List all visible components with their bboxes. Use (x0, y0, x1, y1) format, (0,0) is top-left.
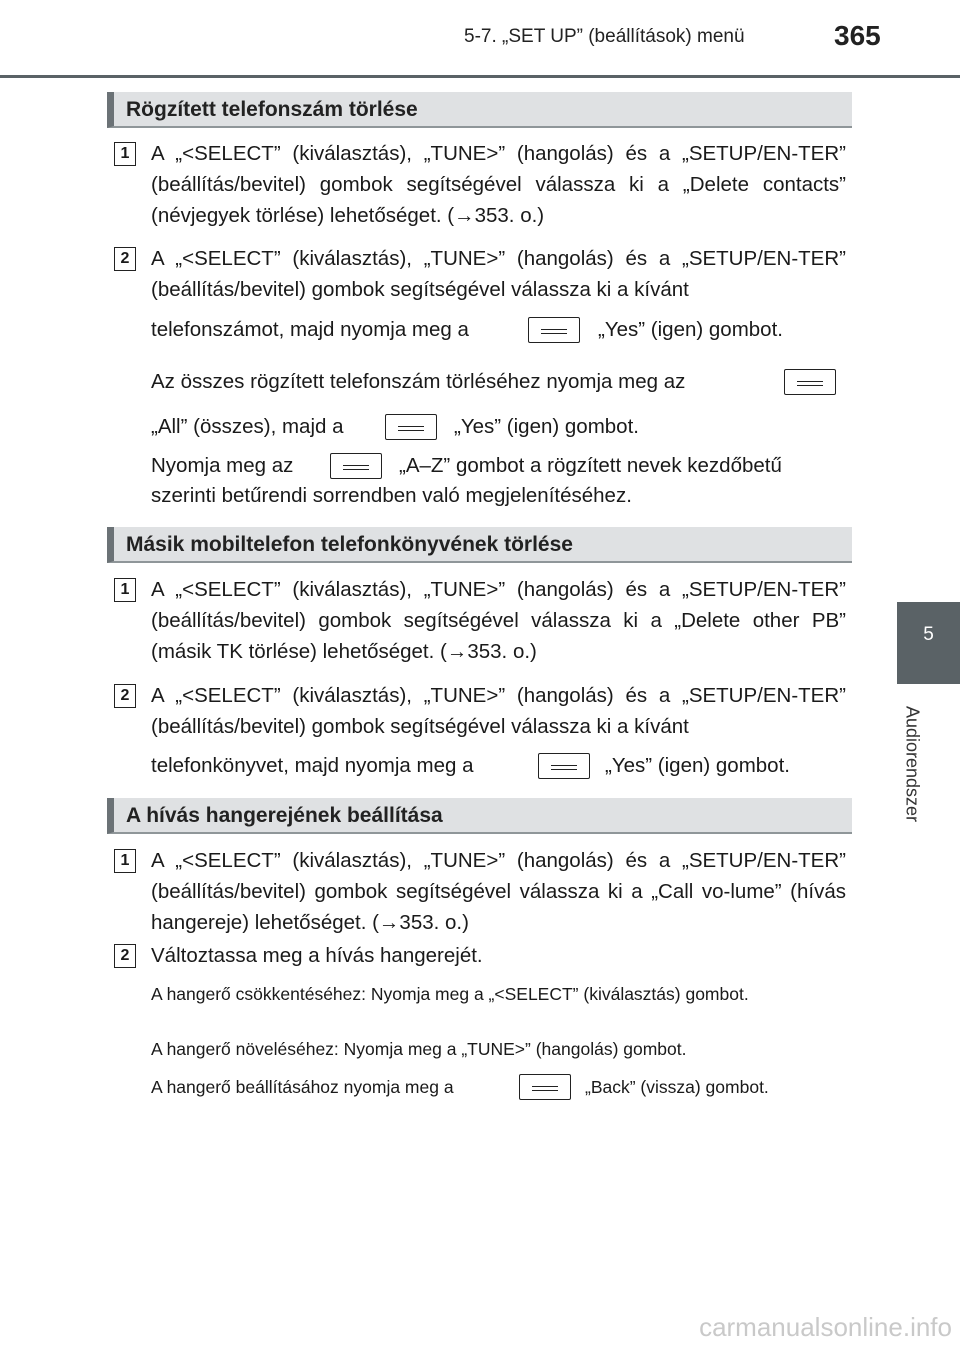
section-heading (107, 92, 852, 128)
step-number: 1 (114, 849, 136, 873)
section-heading (107, 527, 852, 563)
note-text: Nyomja meg az (151, 454, 294, 477)
note-text: „Yes” (igen) gombot. (454, 415, 639, 438)
step-text: A „<SELECT” (kiválasztás), „TUNE>” (hangolás) és a „SETUP/EN-TER” (beállítás/bevitel) gombok segítségével válassza ki a „Call vo-lume” (hívás hangereje) lehetőséget. (→353. o.) (151, 849, 846, 934)
step-number: 1 (114, 578, 136, 602)
note-text: A hangerő csökkentéséhez: Nyomja meg a „<SELECT” (kiválasztás) gombot. (151, 984, 749, 1004)
step-text-line: „Yes” (igen) gombot. (598, 318, 783, 341)
chapter-number: 5 (923, 624, 934, 645)
yes-softkey-icon (528, 317, 580, 343)
step-text: A „<SELECT” (kiválasztás), „TUNE>” (hangolás) és a „SETUP/EN-TER” (beállítás/bevitel) gombok segítségével válassza ki a kívánt (151, 247, 846, 301)
note-text: A hangerő beállításához nyomja meg a (151, 1077, 454, 1097)
note-text: „Back” (vissza) gombot. (585, 1077, 769, 1097)
step-text-line: telefonszámot, majd nyomja meg a (151, 318, 469, 341)
step-number: 1 (114, 142, 136, 166)
note-text: „All” (összes), majd a (151, 415, 344, 438)
chapter-label (898, 694, 926, 834)
yes-softkey-icon (385, 414, 437, 440)
chapter-label-text: Audiorendszer (902, 705, 923, 823)
section-title: Másik mobiltelefon telefonkönyvének törlése (126, 533, 573, 556)
note-text: „A–Z” gombot a rögzített nevek kezdőbetű (399, 454, 782, 477)
step-number: 2 (114, 684, 136, 708)
header-title: 5-7. „SET UP” (beállítások) menü (464, 26, 745, 47)
note-text: szerinti betűrendi sorrendben való megjelenítéséhez. (151, 484, 632, 507)
step-text-line: „Yes” (igen) gombot. (605, 754, 790, 777)
step-text: Változtassa meg a hívás hangerejét. (151, 944, 483, 967)
header-divider (0, 75, 960, 78)
step-text: A „<SELECT” (kiválasztás), „TUNE>” (hangolás) és a „SETUP/EN-TER” (beállítás/bevitel) gombok segítségével válassza ki a kívánt (151, 684, 846, 738)
page-header (0, 0, 960, 80)
page-number: 365 (834, 20, 881, 51)
all-softkey-icon (784, 369, 836, 395)
back-softkey-icon (519, 1074, 571, 1100)
step-text-line: telefonkönyvet, majd nyomja meg a (151, 754, 474, 777)
watermark: carmanualsonline.info (699, 1312, 952, 1342)
yes-softkey-icon (538, 753, 590, 779)
step-text: A „<SELECT” (kiválasztás), „TUNE>” (hangolás) és a „SETUP/EN-TER” (beállítás/bevitel) gombok segítségével válassza ki a „Delete other PB” (másik TK törlése) lehetőséget. (→353. o.) (151, 578, 846, 663)
note-text: A hangerő növeléséhez: Nyomja meg a „TUNE>” (hangolás) gombot. (151, 1039, 687, 1059)
chapter-tab (897, 602, 960, 684)
section-title: A hívás hangerejének beállítása (126, 804, 443, 827)
section-title: Rögzített telefonszám törlése (126, 98, 418, 121)
step-number: 2 (114, 944, 136, 968)
step-text: A „<SELECT” (kiválasztás), „TUNE>” (hangolás) és a „SETUP/EN-TER” (beállítás/bevitel) gombok segítségével válassza ki a „Delete contacts” (névjegyek törlése) lehetőséget. (→353. o.) (151, 142, 846, 227)
az-softkey-icon (330, 453, 382, 479)
step-number: 2 (114, 247, 136, 271)
section-heading (107, 798, 852, 834)
note-text: Az összes rögzített telefonszám törléséhez nyomja meg az (151, 370, 686, 393)
